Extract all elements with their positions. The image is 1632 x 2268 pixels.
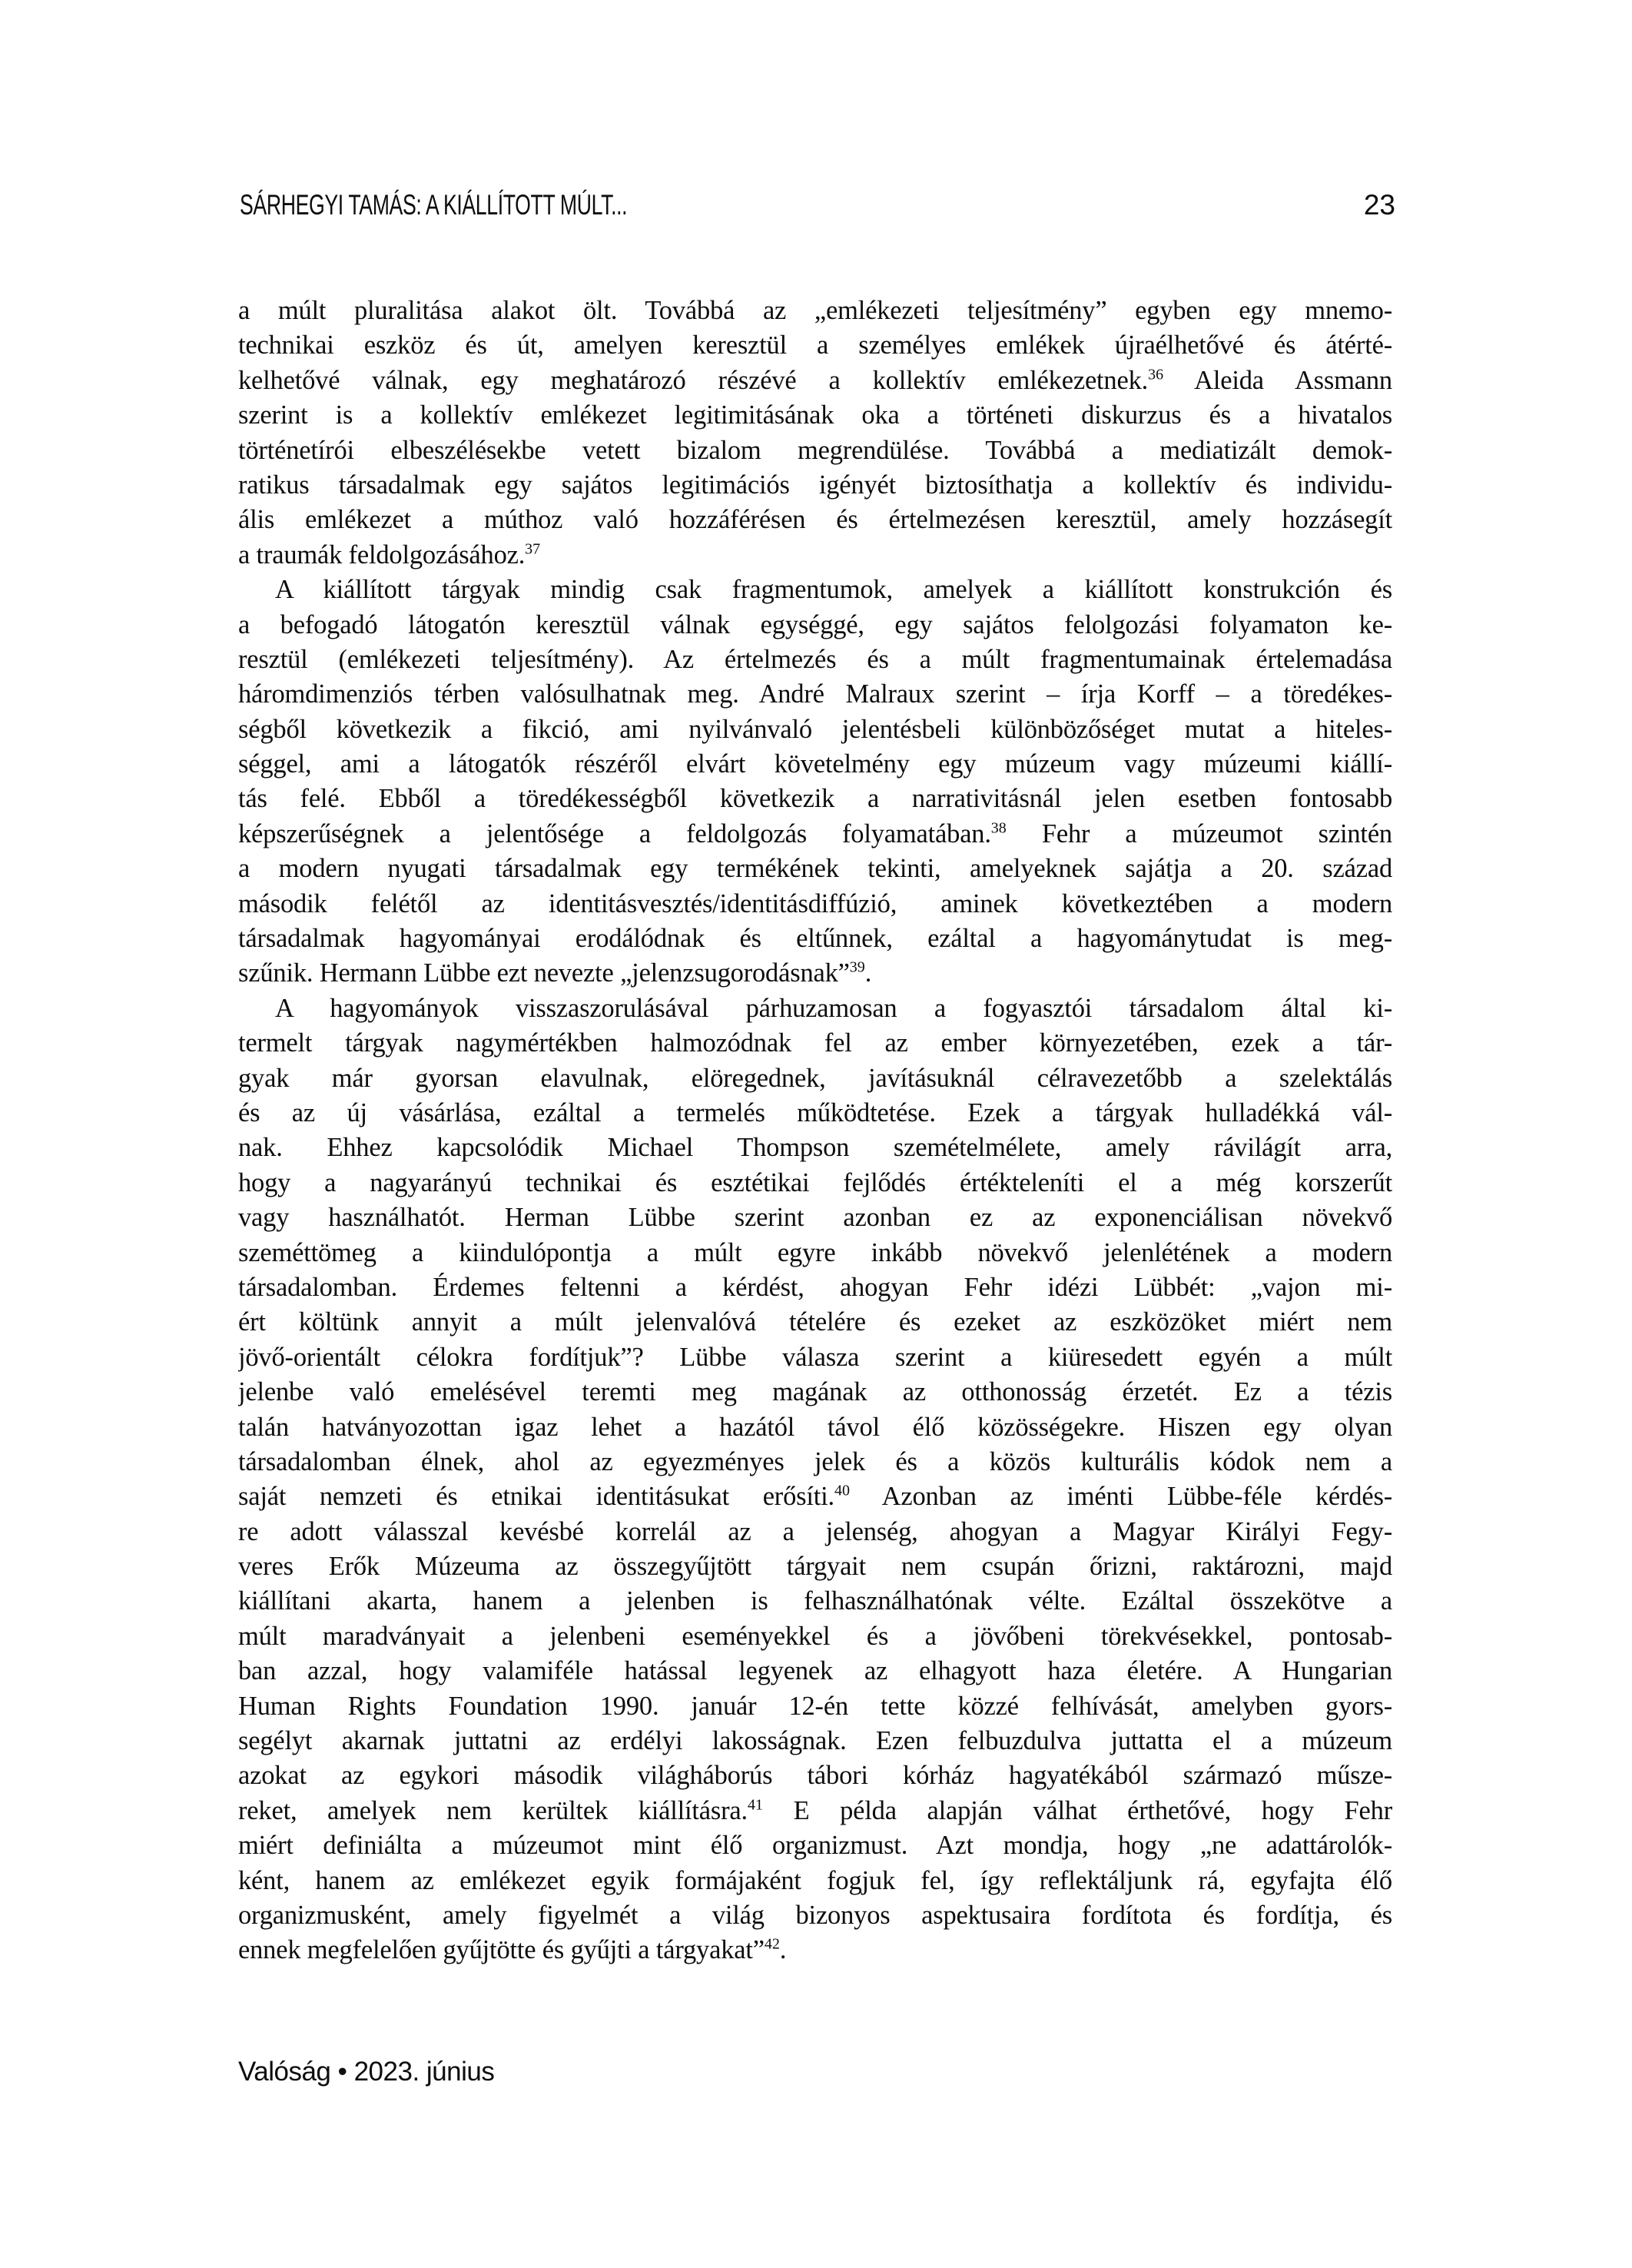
text-line: ális emlékezet a múthoz való hozzáférésen és értelmezésen keresztül, amely hozzásegít bbox=[238, 505, 1392, 535]
footnote-marker: 40 bbox=[834, 1482, 850, 1499]
text-line: séggel, ami a látogatók részéről elvárt követelmény egy múzeum vagy múzeumi kiállí- bbox=[238, 749, 1392, 779]
text-line: ratikus társadalmak egy sajátos legitimációs igényét biztosíthatja a kollektív és individu- bbox=[238, 470, 1392, 500]
page-number: 23 bbox=[1363, 189, 1395, 221]
text-line: A hagyományok visszaszorulásával párhuzamosan a fogyasztói társadalom által ki- bbox=[275, 993, 1392, 1023]
text-line: szűnik. Hermann Lübbe ezt nevezte „jelenzsugorodásnak”$^{39}$. bbox=[238, 958, 872, 988]
footnote-marker: 39 bbox=[849, 958, 865, 976]
text-line: jelenbe való emelésével teremti meg magának az otthonosság érzetét. Ez a tézis bbox=[238, 1377, 1392, 1407]
text-line: azokat az egykori második világháborús tábori kórház hagyatékából származó műsze- bbox=[238, 1761, 1392, 1791]
text-line: társadalomban élnek, ahol az egyezményes jelek és a közös kulturális kódok nem a bbox=[238, 1446, 1392, 1476]
text-line: organizmusként, amely figyelmét a világ bizonyos aspektusaira fordítota és fordítja, és bbox=[238, 1900, 1392, 1930]
text-line: talán hatványozottan igaz lehet a hazától távol élő közösségekre. Hiszen egy olyan bbox=[238, 1412, 1392, 1442]
text-line: Human Rights Foundation 1990. január 12-én tette közzé felhívását, amelyben gyors- bbox=[238, 1691, 1392, 1721]
text-line: termelt tárgyak nagymértékben halmozódnak fel az ember környezetében, ezek a tár- bbox=[238, 1028, 1392, 1058]
text-line: történetírói elbeszélésekbe vetett bizalom megrendülése. Továbbá a mediatizált demok- bbox=[238, 435, 1392, 465]
text-line: miért definiálta a múzeumot mint élő organizmust. Azt mondja, hogy „ne adattárolók- bbox=[238, 1831, 1392, 1861]
text-line: veres Erők Múzeuma az összegyűjtött tárgyait nem csupán őrizni, raktározni, majd bbox=[238, 1552, 1392, 1582]
text-line: második felétől az identitásvesztés/identitásdiffúzió, aminek következtében a modern bbox=[238, 888, 1392, 918]
text-line: a múlt pluralitása alakot ölt. Továbbá az „emlékezeti teljesítmény” egyben egy mnemo- bbox=[238, 296, 1392, 325]
running-title: SÁRHEGYI TAMÁS: A KIÁLLÍTOTT MÚLT... bbox=[240, 189, 628, 221]
text-line: jövő-orientált célokra fordítjuk”? Lübbe válasza szerint a kiüresedett egyén a múlt bbox=[238, 1342, 1392, 1372]
text-line: ként, hanem az emlékezet egyik formájaként fogjuk fel, így reflektáljunk rá, egyfajta élő bbox=[238, 1865, 1392, 1895]
text-line: ennek megfelelően gyűjtötte és gyűjti a tárgyakat”$^{42}$. bbox=[238, 1935, 787, 1965]
text-line: vagy használhatót. Herman Lübbe szerint azonban ez az exponenciálisan növekvő bbox=[238, 1203, 1392, 1233]
text-line: társadalmak hagyományai erodálódnak és eltűnnek, ezáltal a hagyománytudat is meg- bbox=[238, 924, 1392, 954]
text-line: re adott válasszal kevésbé korrelál az a jelenség, ahogyan a Magyar Királyi Fegy- bbox=[238, 1516, 1392, 1546]
journal-footer: Valóság • 2023. június bbox=[238, 2057, 495, 2087]
footnote-marker: 38 bbox=[990, 819, 1007, 837]
text-line: képszerűségnek a jelentősége a feldolgozás folyamatában.$^{38}$ Fehr a múzeumot szintén bbox=[238, 819, 1392, 848]
text-line: nak. Ehhez kapcsolódik Michael Thompson szemételmélete, amely rávilágít arra, bbox=[238, 1133, 1392, 1163]
text-line: ségből következik a fikció, ami nyilvánvaló jelentésbeli különbözőséget mutat a hiteles- bbox=[238, 714, 1392, 744]
text-line: resztül (emlékezeti teljesítmény). Az értelmezés és a múlt fragmentumainak értelemadása bbox=[238, 644, 1392, 674]
text-line: a traumák feldolgozásához.$^{37}$ bbox=[238, 540, 541, 569]
text-line: kiállítani akarta, hanem a jelenben is felhasználhatónak vélte. Ezáltal összekötve a bbox=[238, 1586, 1392, 1616]
text-line: tás felé. Ebből a töredékességből következik a narrativitásnál jelen esetben fontosabb bbox=[238, 784, 1392, 814]
text-line: a modern nyugati társadalmak egy termékének tekinti, amelyeknek sajátja a 20. század bbox=[238, 854, 1392, 884]
text-line: saját nemzeti és etnikai identitásukat erősíti.$^{40}$ Azonban az iménti Lübbe-féle kérdés- bbox=[238, 1482, 1392, 1512]
text-line: A kiállított tárgyak mindig csak fragmentumok, amelyek a kiállított konstrukción és bbox=[275, 575, 1392, 605]
text-line: gyak már gyorsan elavulnak, elöregednek, javításuknál célravezetőbb a szelektálás bbox=[238, 1063, 1392, 1093]
text-line: szeméttömeg a kiindulópontja a múlt egyre inkább növekvő jelenlétének a modern bbox=[238, 1237, 1392, 1267]
text-line: társadalomban. Érdemes feltenni a kérdést, ahogyan Fehr idézi Lübbét: „vajon mi- bbox=[238, 1272, 1392, 1302]
text-line: kelhetővé válnak, egy meghatározó részévé a kollektív emlékezetnek.$^{36}$ Aleida Assmann bbox=[238, 365, 1392, 395]
footnote-marker: 36 bbox=[1148, 366, 1164, 384]
text-line: a befogadó látogatón keresztül válnak egységgé, egy sajátos felolgozási folyamaton ke- bbox=[238, 609, 1392, 639]
text-line: háromdimenziós térben valósulhatnak meg. André Malraux szerint – írja Korff – a töredékes- bbox=[238, 679, 1392, 709]
running-header bbox=[240, 189, 1395, 221]
footnote-marker: 41 bbox=[747, 1796, 763, 1814]
footnote-marker: 42 bbox=[764, 1935, 780, 1953]
text-line: hogy a nagyarányú technikai és esztétikai fejlődés értékteleníti el a még korszerűt bbox=[238, 1167, 1392, 1197]
text-line: szerint is a kollektív emlékezet legitimitásának oka a történeti diskurzus és a hivatalos bbox=[238, 400, 1392, 430]
text-line: múlt maradványait a jelenbeni eseményekkel és a jövőbeni törekvésekkel, pontosab- bbox=[238, 1621, 1392, 1651]
text-line: és az új vásárlása, ezáltal a termelés működtetése. Ezek a tárgyak hulladékká vál- bbox=[238, 1097, 1392, 1127]
text-line: segélyt akarnak juttatni az erdélyi lakosságnak. Ezen felbuzdulva juttatta el a múzeum bbox=[238, 1726, 1392, 1756]
footnote-marker: 37 bbox=[525, 540, 541, 558]
text-line: ért költünk annyit a múlt jelenvalóvá tételére és ezeket az eszközöket miért nem bbox=[238, 1307, 1392, 1337]
text-line: reket, amelyek nem kerültek kiállításra.$^{41}$ E példa alapján válhat érthetővé, hogy Fehr bbox=[238, 1795, 1392, 1825]
text-line: ban azzal, hogy valamiféle hatással legyenek az elhagyott haza életére. A Hungarian bbox=[238, 1656, 1392, 1686]
text-line: technikai eszköz és út, amelyen keresztül a személyes emlékek újraélhetővé és átérté- bbox=[238, 330, 1392, 360]
body-text bbox=[238, 294, 1392, 1968]
